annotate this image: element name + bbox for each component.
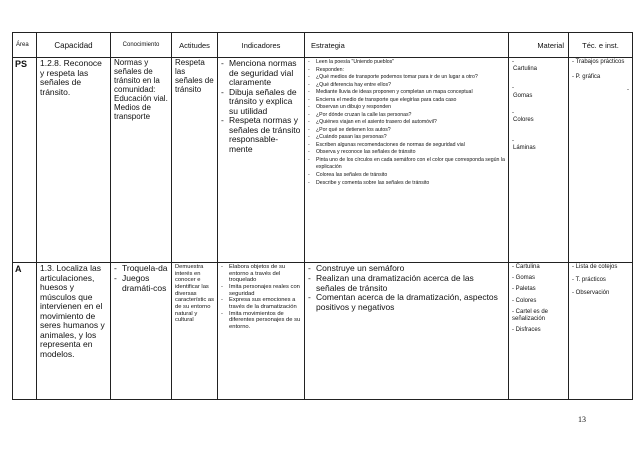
list-item: - Observan un dibujo y responden [308,104,505,112]
list-item: - Construye un semáforo [308,264,505,274]
actitudes-cell: Respeta las señales de tránsito [172,58,218,263]
actitudes-cell: Demuestra interés en conocer e identificar las diversas característic as de su entorno natural y cultural [172,263,218,400]
list-item: - Expresa sus emociones a través de la dramatización [221,297,301,310]
header-area: Área [13,33,37,58]
table-row [13,263,633,400]
list-item: - ¿Quiénes viajan en el asiento trasero del automóvil? [308,119,505,127]
estrategia-cell [305,263,509,400]
material-item: - Disfraces [512,327,541,334]
list-item: - Pinta uno de los círculos en cada semáforo con el color que corresponda según la explicación [308,157,505,172]
list-item: - Respeta normas y señales de tránsito responsable-mente [221,116,301,154]
list-item: - Responden: [308,67,505,75]
tecnica-item: - P. gráfica [572,74,601,81]
header-conocimiento: Conocimiento [111,33,172,58]
header-row [13,33,633,58]
header-capacidad: Capacidad [37,33,111,58]
tecnica-item: - Lista de cotejos [572,264,618,270]
tecnica-item: - T. prácticos [572,277,606,284]
header-actitudes: Actitudes [172,33,218,58]
capacidad-cell: 1.2.8. Reconoce y respeta las señales de tránsito. [37,58,111,263]
material-item: - Láminas [512,138,536,152]
list-item: - ¿Por dónde cruzan la calle las personas? [308,112,505,120]
material-item: - Colores [512,109,534,123]
conocimiento-cell: Normas y señales de tránsito en la comunidad: Educación vial. Medios de transporte [111,58,172,263]
list-item: - Leen la poesía "Uniendo pueblos" [308,59,505,67]
list-item: - Imita personajes reales con seguridad [221,284,301,297]
indicadores-cell [218,263,305,400]
list-item: - ¿Qué medios de transporte podemos tomar para ir de un lugar a otro? [308,74,505,82]
material-item: - Gomas [512,85,533,99]
list-item: - ¿Cuándo pasan las personas? [308,134,505,142]
list-item: - ¿Qué diferencia hay entre ellos? [308,82,505,90]
header-estrategia: Estrategia [305,33,509,58]
list-item: - Troquela-da [114,264,168,274]
conocimiento-cell [111,263,172,400]
indicadores-cell [218,58,305,263]
list-item: - Mediante lluvia de ideas proponen y completan un mapa conceptual [308,89,505,97]
area-cell: A [13,263,37,400]
header-material: Material [509,33,569,58]
list-item: - Colorea las señales de tránsito [308,172,505,180]
list-item: - Observa y reconoce las señales de tránsito [308,149,505,157]
material-item: - Cartulina [512,59,538,73]
list-item: - Menciona normas de seguridad vial claramente [221,59,301,88]
material-cell [509,263,569,400]
tecnicas-cell [569,263,633,400]
tecnica-item: - [627,87,629,94]
planning-table [12,32,633,400]
material-item: - Cartulina [512,264,540,270]
list-item: - Realizan una dramatización acerca de las señales de tránsito [308,274,505,294]
list-item: - Juegos dramáti-cos [114,274,168,294]
header-tecnicas: Téc. e inst. [569,33,633,58]
table-row [13,58,633,263]
list-item: - Escriben algunas recomendaciones de normas de seguridad vial [308,142,505,150]
list-item: - Comentan acerca de la dramatización, aspectos positivos y negativos [308,293,505,313]
material-item: - Paletas [512,286,536,293]
list-item: - Elabora objetos de su entorno a través del troquelado [221,264,301,284]
header-indicadores: Indicadores [218,33,305,58]
page-number: 13 [578,415,586,424]
list-item: - ¿Por qué se detienen los autos? [308,127,505,135]
material-item: - Cartel es de señalización [512,308,549,322]
tecnica-item: - Trabajos prácticos [572,59,625,65]
tecnicas-cell [569,58,633,263]
estrategia-cell [305,58,509,263]
tecnica-item: - Observación [572,290,610,297]
material-item: - Gomas [512,275,536,282]
material-item: - Colores [512,297,537,304]
list-item: - Encierra el medio de transporte que elegirías para cada caso [308,97,505,105]
area-cell: PS [13,58,37,263]
capacidad-cell: 1.3. Localiza las articulaciones, huesos y músculos que intervienen en el movimiento de seres humanos y animales, y los representa en modelos. [37,263,111,400]
list-item: - Imita movimientos de diferentes personajes de su entorno. [221,311,301,331]
material-cell [509,58,569,263]
list-item: - Dibuja señales de tránsito y explica su utilidad [221,88,301,117]
list-item: - Describe y comenta sobre las señales de tránsito [308,180,505,188]
